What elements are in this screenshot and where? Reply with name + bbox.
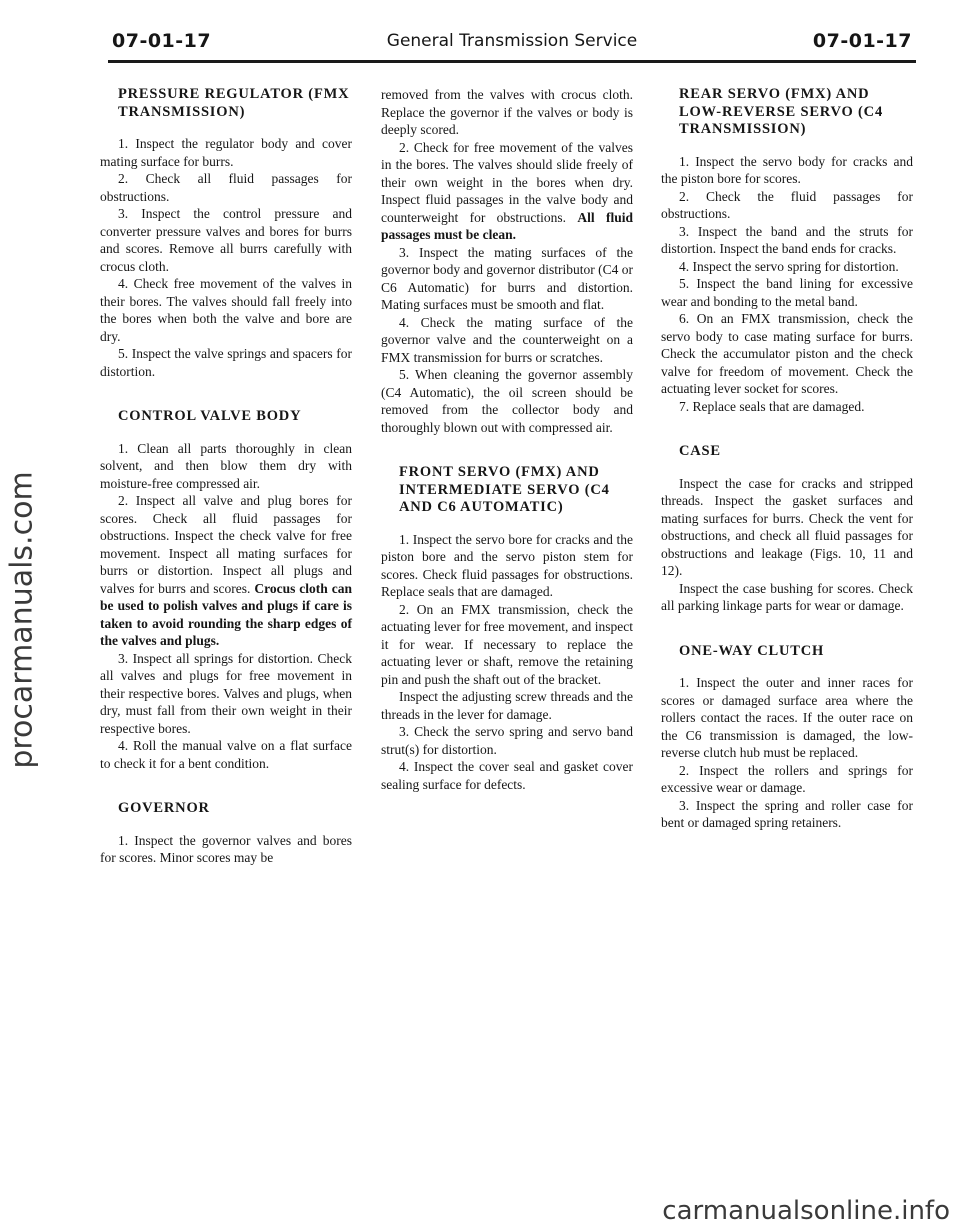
column-2 (381, 86, 633, 793)
heading-front-servo: FRONT SERVO (FMX) AND INTERMEDIATE SERVO (C4 AND C6 AUTOMATIC) (399, 464, 610, 515)
page-number-right: 07-01-17 (812, 30, 912, 52)
paragraph: 5. When cleaning the governor assembly (C4 Automatic), the oil screen should be removed from the collector body and thoroughly blown out with compressed air. (381, 367, 633, 435)
paragraph: 5. Inspect the band lining for excessive wear and bonding to the metal band. (661, 276, 913, 309)
paragraph: 3. Inspect the spring and roller case for bent or damaged spring retainers. (661, 797, 913, 830)
heading-pressure-regulator: PRESSURE REGULATOR (FMX TRANSMISSION) (118, 86, 350, 120)
paragraph: removed from the valves with crocus cloth. Replace the governor if the valves or body is deeply scored. (381, 87, 633, 137)
watermark-side (4, 410, 40, 830)
heading-governor: GOVERNOR (118, 800, 210, 816)
paragraph: Inspect the case bushing for scores. Check all parking linkage parts for wear or damage. (661, 580, 913, 613)
paragraph: 4. Inspect the servo spring for distortion. (679, 258, 899, 274)
paragraph: 1. Inspect the regulator body and cover mating surface for burrs. (100, 136, 352, 169)
column-3 (661, 86, 913, 832)
paragraph: 2. Inspect the rollers and springs for excessive wear or damage. (661, 762, 913, 795)
paragraph: 5. Inspect the valve springs and spacers for distortion. (100, 346, 352, 379)
paragraph: 7. Replace seals that are damaged. (679, 398, 865, 414)
paragraph-emphasis: Crocus cloth can be used to polish valves and plugs if care is taken to avoid rounding the sharp edges of the valves and plugs. (100, 580, 352, 648)
paragraph: Inspect the adjusting screw threads and the threads in the lever for damage. (381, 689, 633, 722)
heading-control-valve-body: CONTROL VALVE BODY (118, 408, 302, 424)
paragraph: 3. Inspect the mating surfaces of the governor body and governor distributor (C4 or C6 Automatic) for burrs and distortion. Mating surfaces must be smooth and flat. (381, 244, 633, 312)
paragraph: 2. Check all fluid passages for obstructions. (100, 171, 352, 204)
paragraph: 3. Check the servo spring and servo band strut(s) for distortion. (381, 724, 633, 757)
paragraph: Inspect the case for cracks and stripped threads. Inspect the gasket surfaces and mating surfaces for burrs. Check the vent for obstructions, and check all fluid passages for obstructions and leakage (Figs. 10, 11 and 12). (661, 475, 913, 578)
heading-one-way-clutch: ONE-WAY CLUTCH (679, 642, 825, 659)
heading-case: CASE (679, 443, 721, 459)
paragraph: 1. Inspect the outer and inner races for scores or damaged surface area where the rollers contact the races. If the outer race on the C6 transmission is damaged, the low-reverse clutch hub must be replaced. (661, 675, 913, 760)
paragraph-text: 2. Check for free movement of the valves in the bores. The valves should slide freely of their own weight in the bores when dry. Inspect fluid passages in the valve body and counterweight for obstructions. (381, 139, 633, 225)
paragraph: 1. Clean all parts thoroughly in clean solvent, and then blow them dry with moisture-free compressed air. (100, 440, 352, 491)
paragraph: 6. On an FMX transmission, check the servo body to case mating surface for burrs. Check the accumulator piston and the check valve for freedom of movement. Check the actuating lever socket for scores. (661, 311, 913, 396)
paragraph: 1. Inspect the servo body for cracks and the piston bore for scores. (661, 153, 913, 186)
heading-rear-servo: REAR SERVO (FMX) AND LOW-REVERSE SERVO (C4 TRANSMISSION) (679, 86, 883, 137)
paragraph: 2. Check the fluid passages for obstructions. (661, 188, 913, 221)
paragraph: 4. Inspect the cover seal and gasket cover sealing surface for defects. (381, 759, 633, 792)
header-rule (108, 60, 916, 63)
paragraph: 1. Inspect the governor valves and bores for scores. Minor scores may be (100, 832, 352, 865)
watermark-bottom: carmanualsonline.info (662, 1196, 950, 1226)
paragraph-text: 2. Inspect all valve and plug bores for scores. Check all fluid passages for obstructions. Inspect the check valve for free movement. Inspect all mating surfaces for burrs or distortion. Inspect all plugs and valves for burrs and scores. (100, 493, 352, 596)
paragraph (100, 492, 352, 650)
paragraph: 3. Inspect all springs for distortion. Check all valves and plugs for free movement in their respective bores. Valves and plugs, when dry, must fall from their own weight in their respective bores. (100, 650, 352, 736)
paragraph (381, 139, 633, 244)
column-1 (100, 86, 352, 867)
paragraph: 3. Inspect the band and the struts for distortion. Inspect the band ends for cracks. (661, 223, 913, 256)
paragraph: 4. Roll the manual valve on a flat surface to check it for a bent condition. (100, 738, 352, 771)
paragraph-emphasis: All fluid passages must be clean. (381, 209, 634, 242)
page-header (112, 30, 912, 60)
paragraph: 2. On an FMX transmission, check the actuating lever for free movement, and inspect it for wear. If necessary to replace the actuating lever or shaft, remove the retaining pin and push the shaft out of the bracket. (381, 601, 633, 687)
paragraph: 4. Check the mating surface of the governor valve and the counterweight on a FMX transmission for burrs or scratches. (381, 314, 633, 365)
section-title: General Transmission Service (386, 31, 638, 51)
watermark-side-text: procarmanuals.com (4, 471, 40, 769)
paragraph: 1. Inspect the servo bore for cracks and the piston bore and the servo piston stem for scores. Check fluid passages for obstructions. Replace seals that are damaged. (381, 531, 633, 599)
page-number-left: 07-01-17 (112, 30, 212, 52)
paragraph: 3. Inspect the control pressure and converter pressure valves and bores for burrs and scores. Remove all burrs carefully with crocus cloth. (100, 206, 352, 274)
paragraph: 4. Check free movement of the valves in their bores. The valves should fall freely into the bores when both the valve and bore are dry. (100, 276, 352, 344)
